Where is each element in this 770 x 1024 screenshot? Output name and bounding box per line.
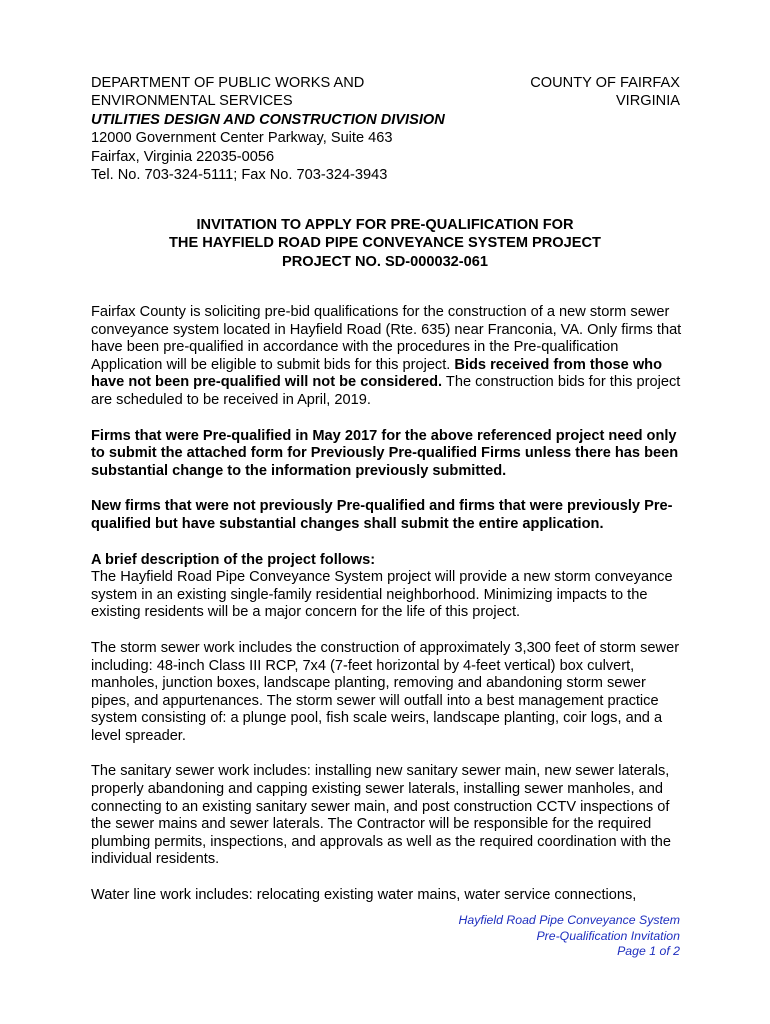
project-number: PROJECT NO. SD-000032-061 bbox=[281, 253, 489, 270]
department-header bbox=[91, 74, 445, 184]
intro-paragraph bbox=[91, 304, 687, 410]
page-number: Page 1 of 2 bbox=[617, 944, 680, 958]
contact-line: Tel. No. 703-324-5111; Fax No. 703-324-3943 bbox=[91, 167, 388, 184]
footer-document-name: Pre-Qualification Invitation bbox=[536, 928, 680, 943]
sanitary-sewer-paragraph: The sanitary sewer work includes: installing new sanitary sewer main, new sewer laterals, properly abandoning and capping existing sewer laterals, installing sewer manholes, and connecting to an existing sanitary sewer main, and post construction CCTV inspections of the sewer mains and sewer laterals. The Contractor will be responsible for the required plumbing permits, inspections, and approvals as well as the required coordination with the individual residents. bbox=[91, 763, 672, 868]
address-line-1: 12000 Government Center Parkway, Suite 463 bbox=[91, 130, 393, 147]
document-body bbox=[91, 304, 687, 923]
title-line-2: THE HAYFIELD ROAD PIPE CONVEYANCE SYSTEM PROJECT bbox=[169, 235, 601, 252]
storm-sewer-paragraph: The storm sewer work includes the construction of approximately 3,300 feet of storm sewer including: 48-inch Class III RCP, 7x4 (7-feet horizontal by 4-feet vertical) box culvert, manholes, junction boxes, landscape planting, removing and abandoning storm sewer pipes, and appurtenances. The storm sewer will outfall into a best management practice system consisting of: a plunge pool, fish scale weirs, landscape planting, coir logs, and a level spreader. bbox=[91, 639, 680, 744]
state-name: VIRGINIA bbox=[615, 93, 680, 110]
intro-text: Fairfax County is soliciting pre-bid qualifications for the construction of a new storm sewer conveyance system located in Hayfield Road (Rte. 635) near Franconia, VA. Only firms that have been pre-qualified in accordance with the procedures in the Pre-qualification Application will be eligible to submit bids for this project. bbox=[91, 304, 682, 373]
county-name: COUNTY OF FAIRFAX bbox=[530, 75, 680, 91]
footer-project-name: Hayfield Road Pipe Conveyance System bbox=[458, 913, 680, 927]
project-description-heading: A brief description of the project follows: bbox=[91, 551, 376, 568]
prequalified-firms-paragraph: Firms that were Pre-qualified in May 2017 for the above referenced project need only to submit the attached form for Previously Pre-qualified Firms unless there has been substantial change to the information previously submitted. bbox=[91, 427, 679, 479]
document-title bbox=[0, 216, 770, 271]
department-name-line-1: DEPARTMENT OF PUBLIC WORKS AND bbox=[91, 75, 365, 91]
project-description-text: The Hayfield Road Pipe Conveyance System project will provide a new storm conveyance system in an existing single-family residential neighborhood. Minimizing impacts to the existing residents will be a major concern for the life of this project. bbox=[91, 569, 673, 621]
water-line-paragraph: Water line work includes: relocating existing water mains, water service connections, bbox=[91, 887, 637, 904]
intro-tail: The construction bids for this project are scheduled to be received in April, 2019. bbox=[91, 374, 681, 408]
address-line-2: Fairfax, Virginia 22035-0056 bbox=[91, 148, 275, 165]
project-description-paragraph bbox=[91, 552, 687, 622]
intro-bold-notice: Bids received from those who have not been pre-qualified will not be considered. bbox=[91, 356, 663, 391]
page-footer bbox=[459, 913, 680, 960]
county-header bbox=[530, 74, 680, 111]
new-firms-paragraph: New firms that were not previously Pre-qualified and firms that were previously Pre-qualified but have substantial changes shall submit the entire application. bbox=[91, 498, 673, 532]
division-name: UTILITIES DESIGN AND CONSTRUCTION DIVISION bbox=[91, 111, 445, 128]
department-name-line-2: ENVIRONMENTAL SERVICES bbox=[91, 93, 293, 110]
title-line-1: INVITATION TO APPLY FOR PRE-QUALIFICATION FOR bbox=[196, 217, 574, 233]
